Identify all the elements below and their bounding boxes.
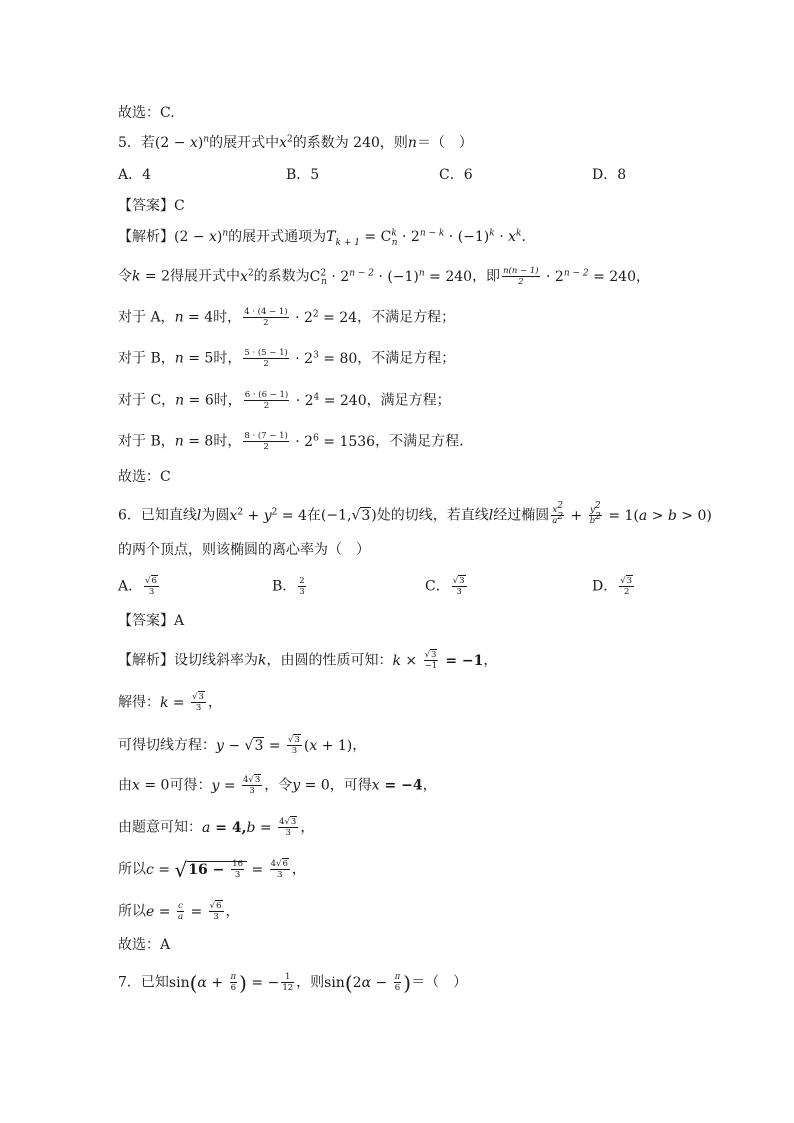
q6-answer: 【答案】A [118,613,185,629]
q6-option-a: A． $\frac{√6}{3}$ [118,576,157,597]
q6-analysis-line-3: 可得切线方程：y − √3 = $\frac{√3}{3}$ (x + 1)， [118,735,367,756]
q5-conclusion: 故选：C [118,469,171,485]
formula: k = 2 [132,268,171,285]
formula: $(2 - x)^n$ [154,134,210,151]
q6-analysis-line-2: 解得：k = $\frac{√3}{3}$ ， [118,692,222,713]
q5-option-d: D．8 [592,167,627,183]
question-7-stem: 7．已知sin(α + $\frac{\pi}{6}$ ) = − $\frac{1}{12}$ ，则sin(2α − $\frac{\pi}{6}$ )＝（ ） [118,970,468,995]
formula: $T_{k + 1} = C^k_n \cdot 2^{n - k} \cdot (-1)^k \cdot x^k$. [326,228,526,248]
formula: $\frac{n(n - 1)}{2}$ · $2^{n - 2} = 240$， [503,266,650,287]
question-number: 5． [118,135,141,151]
formula: $x^2$ [240,267,254,285]
q6-option-b: B． $\frac{2}{3}$ [272,576,305,597]
q5-check-a: 对于 A，n = 4时， $\frac{4 \cdot (4 - 1)}{2}$ · $2^2 = 24$，不满足方程； [118,307,456,328]
formula: $x^2$ [279,134,293,151]
q6-analysis-line-5: 由题意可知：a = 4,b = $\frac{4√3}{3}$ ， [118,817,315,838]
q5-analysis-line-1: 【解析】$(2 - x)^n$的展开式通项为$T_{k + 1} = C^k_n \cdot 2^{n - k} \cdot (-1)^k \cdot x^k$. [118,228,526,248]
formula: $C^2_n \cdot 2^{n - 2} \cdot (-1)^n = 240$ [309,267,473,288]
q6-analysis-line-7: 所以e = $\frac{c}{a}$ = $\frac{√6}{3}$ ， [118,901,240,922]
question-5-stem: 5．若$(2 - x)^n$的展开式中$x^2$的系数为 240，则n＝（ ） [118,134,473,151]
q5-analysis-line-2: 令k = 2得展开式中$x^2$的系数为$C^2_n \cdot 2^{n - 2} \cdot (-1)^n = 240$，即 $\frac{n(n - 1)}{2}$ · $2^{n - 2} = 240$， [118,266,650,288]
q6-option-d: D． $\frac{√3}{2}$ [592,576,633,597]
previous-conclusion: 故选：C. [118,105,175,121]
q6-analysis-line-4: 由x = 0可得：y = $\frac{4√3}{3}$ ，令y = 0，可得x = −4， [118,775,437,796]
q5-option-a: A．4 [118,167,152,183]
formula: n [407,135,417,151]
q5-answer: 【答案】C [118,198,185,214]
q5-option-b: B．5 [286,167,320,183]
q5-option-c: C．6 [439,167,473,183]
q6-conclusion: 故选：A [118,937,171,953]
q5-check-c: 对于 C，n = 6时， $\frac{6 \cdot (6 - 1)}{2}$ · $2^4 = 240$，满足方程； [118,390,451,411]
question-number: 7． [118,974,141,991]
question-number: 6． [118,507,141,524]
q6-analysis-line-6: 所以c = √16 − $\frac{16}{3}$ = $\frac{4√6}{3}$ ， [118,857,306,882]
q5-check-b: 对于 B，n = 5时， $\frac{5 \cdot (5 - 1)}{2}$ · $2^3 = 80$，不满足方程； [118,348,456,369]
formula: $(2 - x)^n$ [174,228,229,245]
q6-analysis-line-1: 【解析】设切线斜率为k，由圆的性质可知：k × $\frac{√3}{-1}$ = −1， [118,650,498,671]
question-6-stem-line-2: 的两个顶点，则该椭圆的离心率为（ ） [118,542,370,558]
q5-check-d: 对于 B，n = 8时， $\frac{8 \cdot (7 - 1)}{2}$ · $2^6 = 1536$，不满足方程. [118,431,464,452]
q6-option-c: C． $\frac{√3}{3}$ [425,576,465,597]
question-6-stem: 6．已知直线l为圆$x^2 + y^2 = 4$在(−1,√3)处的切线，若直线l经过椭圆 $\frac{x^2}{a^2}$ + $\frac{y^2}{b^2}$ = 1(a > b > 0) [118,501,712,526]
